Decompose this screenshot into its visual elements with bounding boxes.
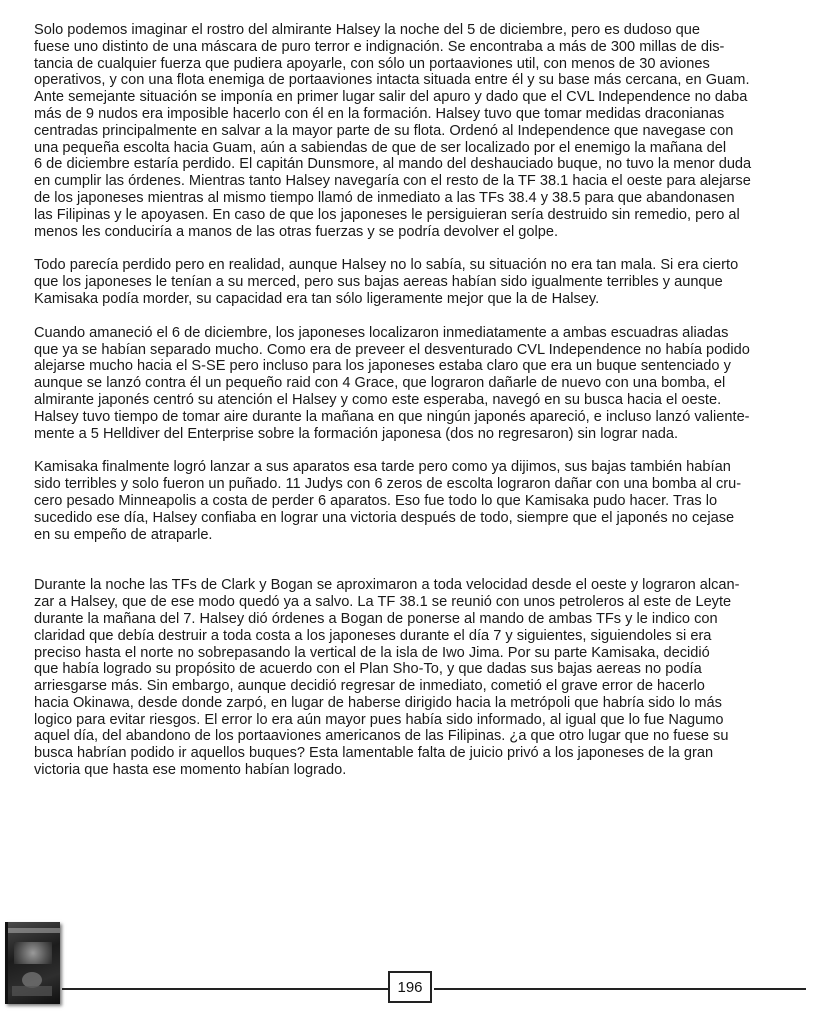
paragraph-2: Todo parecía perdido pero en realidad, aunque Halsey no lo sabía, su situación no era tan mala. Si era cierto que los japoneses le tenían a su merced, pero sus bajas aereas habían sido igualmente terribles y aunque Kamisaka podía morder, su capacidad era tan sólo ligeramente mejor que la de Halsey. (34, 257, 739, 307)
paragraph-5: Durante la noche las TFs de Clark y Bogan se aproximaron a toda velocidad desde el oeste y lograron alcan- zar a Halsey, que de ese modo quedó ya a salvo. La TF 38.1 se reunió con unos petroleros al este de Leyte durante la mañana del 7. Halsey dió órdenes a Bogan de ponerse al mando de ambas TFs y le indico con claridad que debía destruir a toda costa a los japoneses durante el día 7 y siguientes, siguiendoles si era preciso hasta el norte no sobrepasando la vertical de la isla de Iwo Jima. Por su parte Kamisaka, decidió que había logrado su propósito de acuerdo con el Plan Sho-To, y que dadas sus bajas aereas no podía arriesgarse más. Sin embargo, aunque decidió regresar de inmediato, cometió el grave error de hacerlo hacia Okinawa, desde donde zarpó, en lugar de haberse dirigido hacia la metrópoli que habría sido lo más logico para evitar riesgos. El error lo era aún mayor pues había sido informado, al igual que lo fue Nagumo aquel día, del abandono de los portaaviones americanos de las Filipinas. ¿a que otro lugar que no fuese su busca habrían podido ir aquellos buques? Esta lamentable falta de juicio privó a los japoneses de la gran victoria que hasta ese momento habían logrado. (34, 577, 740, 779)
cover-title-band (14, 942, 52, 964)
cover-artwork-lower (12, 986, 52, 996)
paragraph-gap-large (34, 543, 786, 577)
cover-strip (8, 928, 60, 933)
paragraph-gap (34, 240, 786, 257)
paragraph-4: Kamisaka finalmente logró lanzar a sus aparatos esa tarde pero como ya dijimos, sus bajas también habían sido terribles y solo fueron un puñado. 11 Judys con 6 zeros de escolta lograron dañar con una bomba al cru- cero pesado Minneapolis a costa de perder 6 aparatos. Eso fue todo lo que Kamisaka pudo hacer. Tras lo sucedido ese día, Halsey confiaba en lograr una victoria después de todo, siempre que el japonés no cejase en su empeño de atraparle. (34, 459, 742, 543)
paragraph-gap (34, 442, 786, 459)
paragraph-1: Solo podemos imaginar el rostro del almirante Halsey la noche del 5 de diciembre, pero es dudoso que fuese uno distinto de una máscara de puro terror e indignación. Se encontraba a más de 300 millas de dis- tancia de cualquier fuerza que pudiera apoyarle, con sólo un portaaviones util, con menos de 30 aviones operativos, y con una flota enemiga de portaaviones intacta situada entre él y su base más cercana, en Guam. Ante semejante situación se imponía en primer lugar salir del apuro y dado que el CVL Independence no daba más de 9 nudos era imposible hacerlo con él en la formación. Halsey tuvo que tomar medidas draconianas centradas principalmente en salvar a la mayor parte de su flota. Ordenó al Independence que navegase con una pequeña escolta hacia Guam, aún a sabiendas de que de ser localizado por el enemigo la mañana del 6 de diciembre estaría perdido. El capitán Dunsmore, al mando del deshauciado buque, no tuvo la menor duda en cumplir las órdenes. Mientras tanto Halsey navegaría con el resto de la TF 38.1 hacia el oeste para alejarse de los japoneses mientras al mismo tiempo llamó de inmediato a las TFs 38.4 y 38.5 para que abandonasen las Filipinas y le apoyasen. En caso de que los japoneses le persiguieran sería destruido sin remedio, pero al menos les conduciría a manos de las otras fuerzas y se podría devolver el golpe. (34, 22, 752, 240)
paragraph-gap (34, 308, 786, 325)
article-body (34, 22, 786, 779)
book-cover-icon (5, 922, 60, 1004)
page-number: 196 (388, 971, 432, 1003)
paragraph-3: Cuando amaneció el 6 de diciembre, los japoneses localizaron inmediatamente a ambas escuadras aliadas que ya se habían separado mucho. Como era de preveer el desventurado CVL Independence no había podido alejarse mucho hacia el S-SE pero incluso para los japoneses estaba claro que era un buque sentenciado y aunque se lanzó contra él un pequeño raid con 4 Grace, que lograron dañarle de nuevo con una bomba, el almirante japonés centró su atención el Halsey y como este esperaba, navegó en su busca hacia el oeste. Halsey tuvo tiempo de tomar aire durante la mañana en que ningún japonés apareció, e incluso lanzó valiente- mente a 5 Helldiver del Enterprise sobre la formación japonesa (dos no regresaron) sin lograr nada. (34, 324, 750, 442)
footer-rule-left (62, 988, 388, 990)
footer-rule-right (434, 988, 806, 990)
